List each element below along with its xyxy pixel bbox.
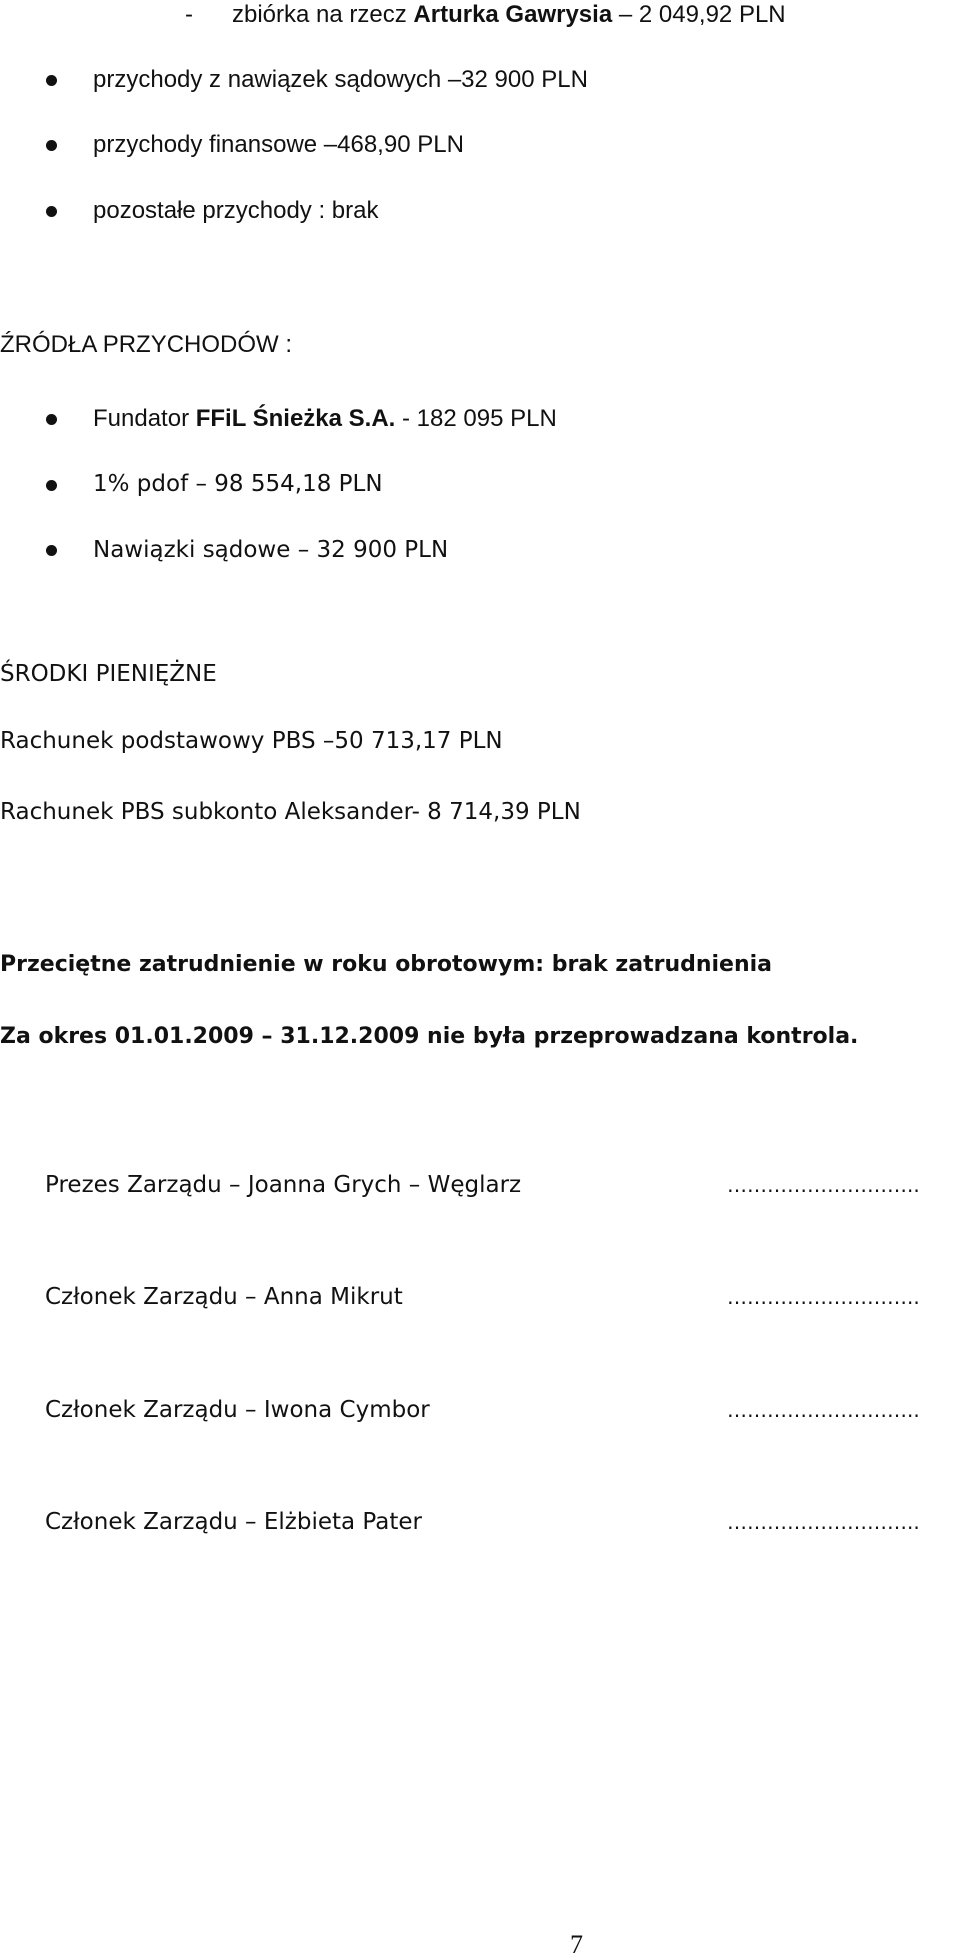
- source-founder-line: [93, 404, 557, 434]
- signature-line: ………………………..: [727, 1173, 920, 1197]
- signature-line: ………………………..: [727, 1285, 920, 1309]
- source-pdof-line: 1% pdof – 98 554,18 PLN: [93, 471, 383, 497]
- bullet-icon: [46, 140, 57, 151]
- signature-role-member: Członek Zarządu – Iwona Cymbor: [45, 1397, 430, 1423]
- funds-heading: ŚRODKI PIENIĘŻNE: [0, 661, 217, 687]
- signature-role-president: Prezes Zarządu – Joanna Grych – Węglarz: [45, 1172, 522, 1198]
- bullet-icon: [46, 545, 57, 556]
- donation-prefix: zbiórka na rzecz: [232, 1, 414, 28]
- bullet-icon: [46, 480, 57, 491]
- income-court-line: przychody z nawiązek sądowych –32 900 PLN: [93, 66, 588, 93]
- signature-line: ………………………..: [727, 1398, 920, 1422]
- audit-statement: Za okres 01.01.2009 – 31.12.2009 nie była przeprowadzana kontrola.: [0, 1024, 859, 1049]
- donation-name: Arturka Gawrysia: [413, 1, 613, 28]
- founder-name: FFiL Śnieżka S.A.: [195, 405, 396, 432]
- main-account-line: Rachunek podstawowy PBS –50 713,17 PLN: [0, 728, 503, 754]
- donation-amount: – 2 049,92 PLN: [612, 1, 786, 28]
- signature-role-member: Członek Zarządu – Anna Mikrut: [45, 1284, 403, 1310]
- income-financial-line: przychody finansowe –468,90 PLN: [93, 131, 464, 158]
- bullet-icon: [46, 206, 57, 217]
- sources-heading: ŹRÓDŁA PRZYCHODÓW :: [0, 331, 293, 358]
- bullet-icon: [46, 75, 57, 86]
- signature-role-member: Członek Zarządu – Elżbieta Pater: [45, 1509, 422, 1535]
- page-number: 7: [570, 1930, 583, 1959]
- sub-account-line: Rachunek PBS subkonto Aleksander- 8 714,39 PLN: [0, 799, 581, 825]
- bullet-icon: [46, 414, 57, 425]
- income-other-line: pozostałe przychody : brak: [93, 197, 379, 224]
- signature-line: ………………………..: [727, 1510, 920, 1534]
- donation-line: [232, 0, 786, 30]
- founder-prefix: Fundator: [93, 405, 196, 432]
- dash-marker: -: [185, 1, 193, 28]
- employment-statement: Przeciętne zatrudnienie w roku obrotowym: brak zatrudnienia: [0, 952, 773, 977]
- founder-amount: - 182 095 PLN: [395, 405, 557, 432]
- source-court-line: Nawiązki sądowe – 32 900 PLN: [93, 537, 449, 563]
